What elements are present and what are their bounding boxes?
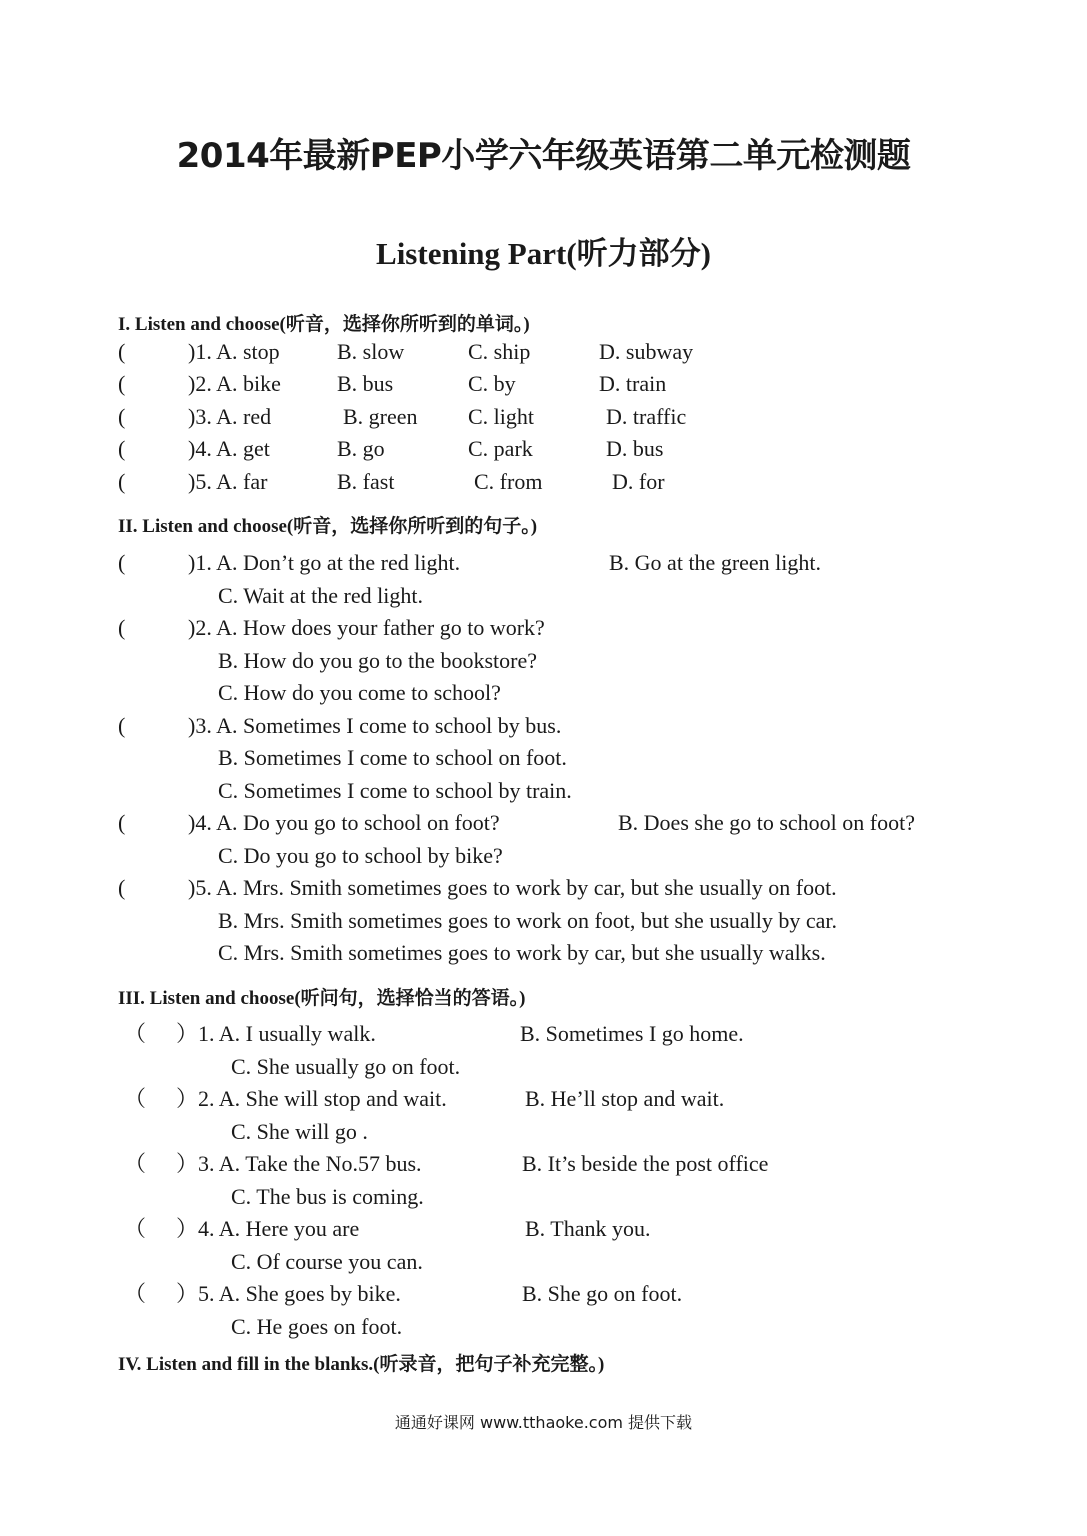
- option-a: ）5. A. She goes by bike.: [176, 1281, 401, 1306]
- option-d: D. bus: [606, 436, 664, 461]
- option-a: ）3. A. Take the No.57 bus.: [176, 1151, 422, 1176]
- page-title: 2014年最新PEP小学六年级英语第二单元检测题: [176, 136, 911, 176]
- option-b: B. Does she go to school on foot?: [618, 810, 915, 835]
- answer-paren: (: [118, 875, 126, 900]
- option-b: B. Sometimes I go home.: [520, 1021, 744, 1046]
- option-b: B. fast: [337, 469, 395, 494]
- option-c: C. Wait at the red light.: [218, 583, 423, 608]
- option-c: C. She usually go on foot.: [231, 1054, 461, 1079]
- answer-paren: （: [124, 1086, 147, 1111]
- option-d: D. for: [612, 469, 665, 494]
- option-b: B. How do you go to the bookstore?: [218, 648, 537, 673]
- option-a: ）4. A. Here you are: [176, 1216, 360, 1241]
- option-a: )2. A. How does your father go to work?: [188, 615, 545, 640]
- answer-paren: (: [118, 436, 126, 461]
- option-b: B. slow: [337, 339, 405, 364]
- answer-paren: （: [124, 1151, 147, 1176]
- option-c: C. Of course you can.: [231, 1249, 423, 1274]
- section-1-heading: I. Listen and choose(听音，选择你所听到的单词。): [118, 314, 530, 335]
- option-a: )1. A. stop: [188, 339, 280, 364]
- option-c: C. Mrs. Smith sometimes goes to work by car, but she usually walks.: [218, 940, 826, 965]
- option-a: )5. A. far: [188, 469, 268, 494]
- option-a: )2. A. bike: [188, 371, 281, 396]
- option-d: D. traffic: [606, 404, 687, 429]
- option-c: C. by: [468, 371, 516, 396]
- option-a: )4. A. Do you go to school on foot?: [188, 810, 500, 835]
- option-c: C. She will go .: [231, 1119, 368, 1144]
- option-b: B. He’ll stop and wait.: [525, 1086, 725, 1111]
- option-c: C. ship: [468, 339, 531, 364]
- option-d: D. subway: [599, 339, 694, 364]
- answer-paren: （: [124, 1021, 147, 1046]
- option-a: )3. A. Sometimes I come to school by bus.: [188, 713, 562, 738]
- section-subtitle: Listening Part(听力部分): [376, 236, 711, 271]
- option-c: C. light: [468, 404, 535, 429]
- option-c: C. Sometimes I come to school by train.: [218, 778, 572, 803]
- option-a: )5. A. Mrs. Smith sometimes goes to work by car, but she usually on foot.: [188, 875, 837, 900]
- option-c: C. Do you go to school by bike?: [218, 843, 503, 868]
- page-footer: 通通好课网 www.tthaoke.com 提供下载: [394, 1413, 693, 1432]
- answer-paren: (: [118, 810, 126, 835]
- answer-paren: (: [118, 550, 126, 575]
- option-c: C. How do you come to school?: [218, 680, 501, 705]
- option-a: ）2. A. She will stop and wait.: [176, 1086, 447, 1111]
- option-a: )4. A. get: [188, 436, 270, 461]
- option-c: C. He goes on foot.: [231, 1314, 403, 1339]
- option-b: B. Sometimes I come to school on foot.: [218, 745, 567, 770]
- option-b: B. It’s beside the post office: [522, 1151, 769, 1176]
- section-2-heading: II. Listen and choose(听音，选择你所听到的句子。): [118, 516, 538, 537]
- answer-paren: (: [118, 469, 126, 494]
- option-b: B. bus: [337, 371, 394, 396]
- section-4-heading: IV. Listen and fill in the blanks.(听录音，把句子补充完整。): [118, 1354, 605, 1375]
- answer-paren: (: [118, 371, 126, 396]
- answer-paren: (: [118, 404, 126, 429]
- option-a: )3. A. red: [188, 404, 272, 429]
- option-c: C. park: [468, 436, 533, 461]
- option-a: ）1. A. I usually walk.: [176, 1021, 376, 1046]
- answer-paren: (: [118, 615, 126, 640]
- option-d: D. train: [599, 371, 667, 396]
- section-3-heading: III. Listen and choose(听问句，选择恰当的答语。): [118, 988, 526, 1009]
- option-b: B. Mrs. Smith sometimes goes to work on foot, but she usually by car.: [218, 908, 838, 933]
- option-c: C. The bus is coming.: [231, 1184, 424, 1209]
- option-b: B. Go at the green light.: [609, 550, 822, 575]
- answer-paren: （: [124, 1281, 147, 1306]
- answer-paren: （: [124, 1216, 147, 1241]
- option-c: C. from: [474, 469, 543, 494]
- option-a: )1. A. Don’t go at the red light.: [188, 550, 461, 575]
- answer-paren: (: [118, 713, 126, 738]
- option-b: B. go: [337, 436, 385, 461]
- option-b: B. She go on foot.: [522, 1281, 683, 1306]
- option-b: B. green: [343, 404, 418, 429]
- option-b: B. Thank you.: [525, 1216, 651, 1241]
- answer-paren: (: [118, 339, 126, 364]
